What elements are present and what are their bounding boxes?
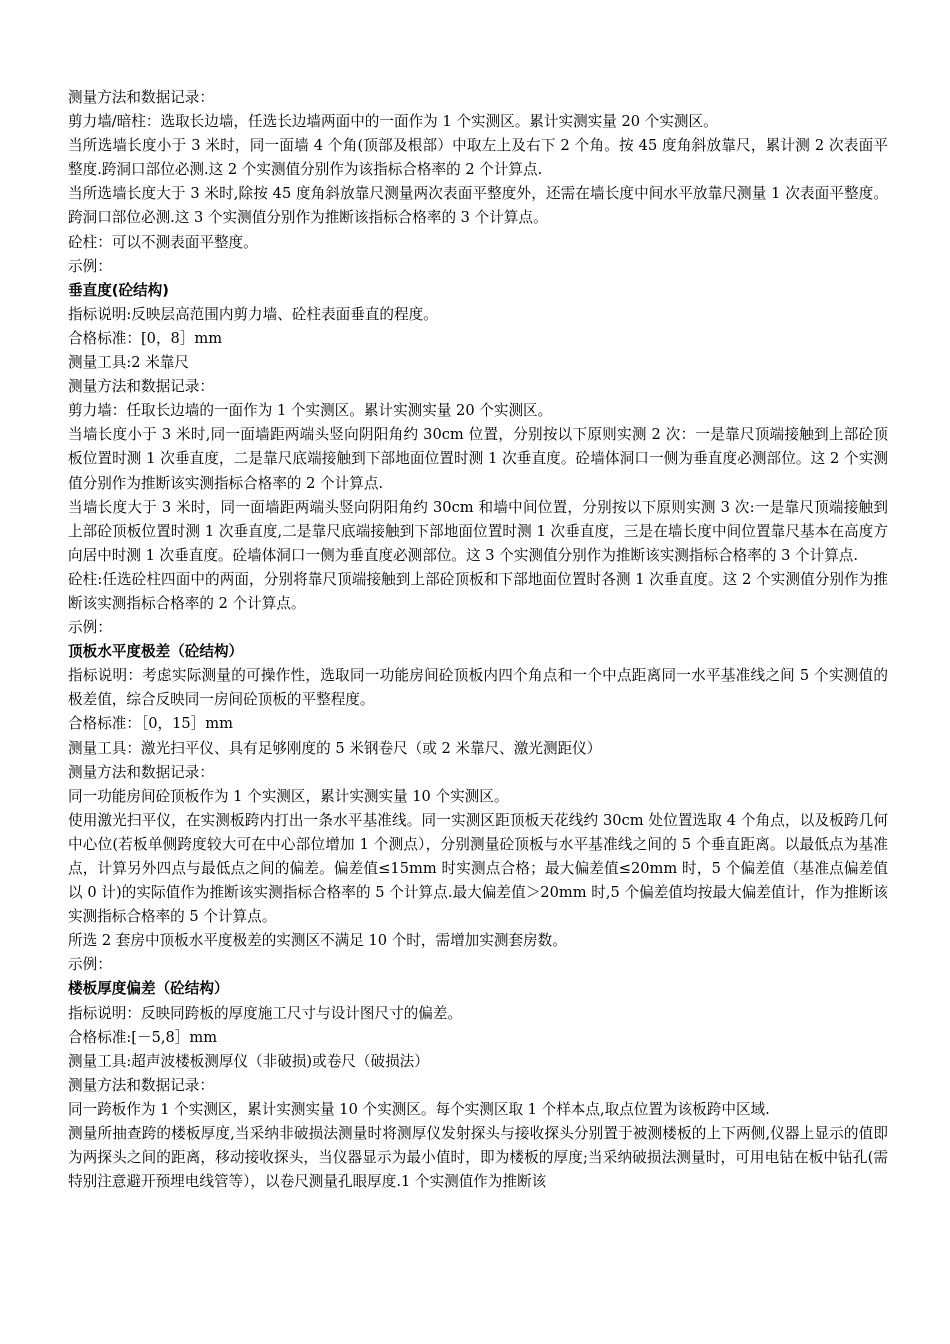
paragraph: 同一功能房间砼顶板作为 1 个实测区，累计实测实量 10 个实测区。 — [68, 787, 509, 805]
paragraph: 测量工具:超声波楼板测厚仪（非破损)或卷尺（破损法） — [68, 1052, 429, 1070]
paragraph: 测量工具：激光扫平仪、具有足够刚度的 5 米钢卷尺（或 2 米靠尺、激光测距仪） — [68, 739, 602, 757]
paragraph: 当墙长度大于 3 米时，同一面墙距两端头竖向阴阳角约 30cm 和墙中间位置，分别按以下原则实测 3 次:一是靠尺顶端接触到上部砼顶板位置时测 1 次垂直度,二是靠尺底端接触到下部地面位置时测 1 次垂直度，三是在墙长度中间位置靠尺基本在高度方向居中时测 1 次垂直度。砼墙体洞口一侧为垂直度必测部位。这 3 个实测值分别作为推断该实测指标合格率的 3 个计算点. — [68, 498, 888, 564]
paragraph: 使用激光扫平仪，在实测板跨内打出一条水平基准线。同一实测区距顶板天花线约 30cm 处位置选取 4 个角点，以及板跨几何中心位(若板单侧跨度较大可在中心部位增加 1 个测点），分别测量砼顶板与水平基准线之间的 5 个垂直距离。以最低点为基准点，计算另外四点与最低点之间的偏差。偏差值≤15mm 时实测点合格；最大偏差值≤20mm 时，5 个偏差值（基准点偏差值以 0 计)的实际值作为推断该实测指标合格率的 5 个计算点.最大偏差值＞20mm 时,5 个偏差值均按最大偏差值计，作为推断该实测指标合格率的 5 个计算点。 — [68, 811, 888, 926]
paragraph: 所选 2 套房中顶板水平度极差的实测区不满足 10 个时，需增加实测套房数。 — [68, 932, 567, 950]
paragraph: 示例： — [68, 257, 112, 275]
paragraph: 剪力墙/暗柱：选取长边墙，任选长边墙两面中的一面作为 1 个实测区。累计实测实量 20 个实测区。 — [68, 113, 718, 131]
paragraph: 测量工具:2 米靠尺 — [68, 354, 189, 372]
paragraph: 合格标准：[0，8］mm — [68, 329, 223, 347]
paragraph: 指标说明：考虑实际测量的可操作性，选取同一功能房间砼顶板内四个角点和一个中点距离同一水平基准线之间 5 个实测值的极差值，综合反映同一房间砼顶板的平整程度。 — [68, 667, 888, 709]
section-heading: 顶板水平度极差（砼结构） — [68, 643, 244, 661]
section-heading: 垂直度(砼结构) — [68, 281, 169, 299]
document-page — [68, 86, 888, 1194]
paragraph: 测量方法和数据记录： — [68, 378, 214, 396]
paragraph: 同一跨板作为 1 个实测区，累计实测实量 10 个实测区。每个实测区取 1 个样本点,取点位置为该板跨中区域. — [68, 1100, 770, 1118]
paragraph: 砼柱：可以不测表面平整度。 — [68, 233, 258, 251]
paragraph: 砼柱:任选砼柱四面中的两面，分别将靠尺顶端接触到上部砼顶板和下部地面位置时各测 1 次垂直度。这 2 个实测值分别作为推断该实测指标合格率的 2 个计算点。 — [68, 570, 888, 612]
paragraph: 测量所抽查跨的楼板厚度,当采纳非破损法测量时将测厚仪发射探头与接收探头分别置于被测楼板的上下两侧,仪器上显示的值即为两探头之间的距离，移动接收探头，当仪器显示为最小值时，即为楼板的厚度;当采纳破损法测量时，可用电钻在板中钻孔(需特别注意避开预埋电线管等），以卷尺测量孔眼厚度.1 个实测值作为推断该 — [68, 1125, 888, 1191]
paragraph: 当墙长度小于 3 米时,同一面墙距两端头竖向阴阳角约 30cm 位置，分别按以下原则实测 2 次：一是靠尺顶端接触到上部砼顶板位置时测 1 次垂直度，二是靠尺底端接触到下部地面位置时测 1 次垂直度。砼墙体洞口一侧为垂直度必测部位。这 2 个实测值分别作为推断该实测指标合格率的 2 个计算点. — [68, 426, 888, 492]
paragraph: 测量方法和数据记录： — [68, 1076, 214, 1094]
paragraph: 剪力墙：任取长边墙的一面作为 1 个实测区。累计实测实量 20 个实测区。 — [68, 402, 553, 420]
paragraph: 指标说明：反映同跨板的厚度施工尺寸与设计图尺寸的偏差。 — [68, 1004, 463, 1022]
paragraph: 测量方法和数据记录： — [68, 763, 214, 781]
paragraph: 指标说明:反映层高范围内剪力墙、砼柱表面垂直的程度。 — [68, 305, 438, 323]
section-heading: 楼板厚度偏差（砼结构） — [68, 980, 229, 998]
paragraph: 合格标准：［0，15］mm — [68, 715, 233, 733]
paragraph: 示例： — [68, 956, 112, 974]
paragraph: 当所选墙长度大于 3 米时,除按 45 度角斜放靠尺测量两次表面平整度外，还需在墙长度中间水平放靠尺测量 1 次表面平整度。跨洞口部位必测.这 3 个实测值分别作为推断该指标合格率的 3 个计算点。 — [68, 185, 888, 227]
paragraph: 当所选墙长度小于 3 米时，同一面墙 4 个角(顶部及根部）中取左上及右下 2 个角。按 45 度角斜放靠尺，累计测 2 次表面平整度.跨洞口部位必测.这 2 个实测值分别作为该指标合格率的 2 个计算点. — [68, 137, 888, 179]
paragraph: 测量方法和数据记录： — [68, 89, 214, 106]
paragraph: 合格标准:[－5,8］mm — [68, 1028, 218, 1046]
paragraph: 示例： — [68, 619, 112, 637]
